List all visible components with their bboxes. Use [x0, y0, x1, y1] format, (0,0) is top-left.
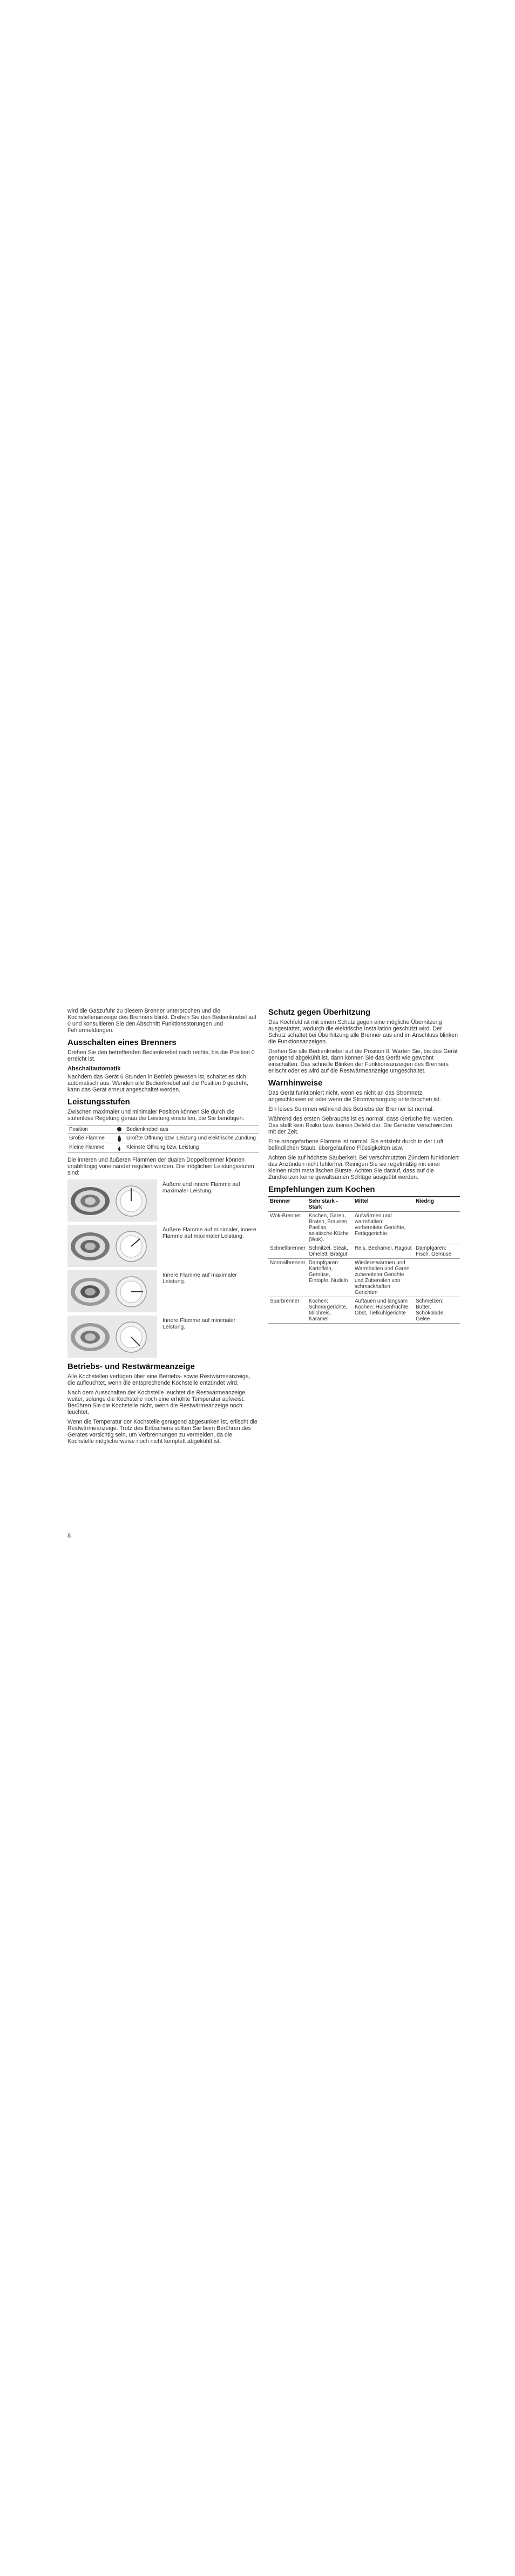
burner-image [67, 1225, 157, 1267]
flame-level-text: Äußere Flamme auf minimaler, innere Flamme auf maximaler Leistung. [162, 1227, 256, 1239]
off-heading: Ausschalten eines Brenners [67, 1038, 177, 1047]
flame-level-2 [67, 1225, 259, 1267]
auto-off-paragraph: Nachdem das Gerät 6 Stunden in Betrieb gewesen ist, schaltet es sich automatisch aus. Wenden alle Bedienknebel auf die Position 0 gedreht, kann das Gerät erneut angeschaltet werden. [67, 1074, 248, 1093]
warning-paragraph-4: Eine orangefarbene Flamme ist normal. Sie entsteht durch in der Luft befindlichen Staub, übergelaufene Flüssigkeiten usw. [268, 1138, 444, 1151]
position-label: Position [69, 1127, 88, 1132]
table-cell: Schnellbrenner [268, 1244, 307, 1259]
large-flame-icon [118, 1135, 121, 1142]
flame-level-text: Innere Flamme auf maximaler Leistung. [162, 1272, 238, 1285]
column-header: Sehr stark - Stark [307, 1197, 353, 1212]
table-cell: Kochen: Schmorgerichte, Milchreis, Karamell [307, 1297, 353, 1324]
table-row [268, 1244, 460, 1259]
indicator-paragraph-2: Nach dem Ausschalten der Kochstelle leuchtet die Restwärmeanzeige weiter, solange die Kochstelle noch eine erhöhte Temperatur aufweist. Berühren Sie die Kochstelle nicht, wenn die Restwärmeanzeige noch leuchtet. [67, 1390, 246, 1415]
right-column [268, 1008, 460, 1328]
cooking-recommendations-heading: Empfehlungen zum Kochen [268, 1185, 375, 1194]
overheat-heading: Schutz gegen Überhitzung [268, 1008, 371, 1017]
position-table [67, 1125, 259, 1152]
overheat-paragraph-2: Drehen Sie alle Bedienknebel auf die Position 0. Warten Sie, bis das Gerät genügend abgekühlt ist, dann können Sie das Gerät wie gewohnt einschalten. Das schnelle Blinken der Funktionsanzeigen des Brenners erlischt oder es wird auf die Restwärmeanzeige umgeschaltet. [268, 1048, 458, 1074]
column-header: Niedrig [414, 1197, 460, 1212]
table-header-row [268, 1197, 460, 1212]
column-header: Brenner [268, 1197, 307, 1212]
table-row [67, 1125, 259, 1134]
flame-level-1 [67, 1179, 259, 1222]
warning-paragraph-2: Ein leises Summen während des Betriebs der Brenner ist normal. [268, 1106, 434, 1112]
table-row [67, 1134, 259, 1143]
levels-heading: Leistungsstufen [67, 1097, 130, 1107]
page-number: 8 [67, 1533, 71, 1539]
burner-image [67, 1179, 157, 1222]
table-cell: Auftauen und langsam Kochen: Hülsenfrüchte, Obst, Tiefkühlgerichte [353, 1297, 414, 1324]
auto-off-heading: Abschaltautomatik [67, 1066, 121, 1072]
table-row [268, 1259, 460, 1297]
cooking-recommendations-table [268, 1196, 460, 1324]
indicator-paragraph-1: Alle Kochstellen verfügen über eine Betriebs- sowie Restwärmeanzeige, die aufleuchtet, wenn die entsprechende Kochstelle entzündet wird. [67, 1373, 250, 1386]
warning-paragraph-5: Achten Sie auf höchste Sauberkeit. Bei verschmutzten Zündern funktioniert das Anzünden nicht fehlerfrei. Reinigen Sie sie regelmäßig mit einer kleinen nicht metallischen Bürste. Achten Sie darauf, dass auf die Zündkerzen keine gewaltsamen Schläge ausgeübt werden. [268, 1155, 459, 1181]
overheat-paragraph-1: Das Kochfeld ist mit einem Schutz gegen eine mögliche Überhitzung ausgestattet, wodurch die elektrische Installation geschützt wird. Der Schutz schaltet bei Überhitzung alle Brenner aus und im Anschluss blinken die Funktionsanzeigen. [268, 1019, 458, 1045]
table-cell: Aufwärmen und warmhalten: vorbereitete Gerichte, Fertiggerichte. [353, 1212, 414, 1244]
table-cell: Dampfgaren: Kartoffeln, Gemüse, Eintopfe, Nudeln [307, 1259, 353, 1297]
table-row [67, 1143, 259, 1152]
flame-level-3 [67, 1270, 259, 1312]
warnings-heading: Warnhinweise [268, 1078, 323, 1088]
intro-paragraph: wird die Gaszufuhr zu diesem Brenner unterbrochen und die Kochstellenanzeige des Brenners blinkt. Drehen Sie den Bedienknebel auf 0 und konsultieren Sie den Abschnitt Funktionsstörungen und Fehlermeldungen. [67, 1008, 256, 1034]
flame-level-4 [67, 1316, 259, 1358]
flame-level-text: Äußere und innere Flamme auf maximaler Leistung. [162, 1182, 240, 1194]
table-cell: Wok-Brenner [268, 1212, 307, 1244]
table-row [268, 1297, 460, 1324]
indicator-heading: Betriebs- und Restwärmeanzeige [67, 1362, 195, 1371]
table-row [268, 1212, 460, 1244]
position-label: Kleine Flamme [69, 1144, 105, 1150]
small-flame-icon [118, 1144, 121, 1151]
position-label: Große Flamme [69, 1135, 105, 1141]
warning-paragraph-1: Das Gerät funktioniert nicht, wenn es nicht an das Stromnetz angeschlossen ist oder wenn die Stromversorgung unterbrochen ist. [268, 1090, 441, 1103]
burner-image [67, 1270, 157, 1312]
flame-level-text: Innere Flamme auf minimaler Leistung. [162, 1318, 236, 1330]
left-column [67, 1008, 259, 1448]
dot-icon [117, 1127, 121, 1131]
indicator-paragraph-3: Wenn die Temperatur der Kochstelle genügend abgesunken ist, erlischt die Restwärmeanzeige. Trotz des Erlöschens sollten Sie beim Berühren des Gerätes vorsichtig sein, um Verbrennungen zu vermeiden, da die Kochstelle möglicherweise noch nicht komplett abgekühlt ist. [67, 1419, 258, 1445]
position-desc: Kleinste Öffnung bzw. Leistung [126, 1144, 199, 1150]
position-desc: Größte Öffnung bzw. Leistung und elektrische Zündung [126, 1135, 256, 1141]
column-header: Mittel [353, 1197, 414, 1212]
position-desc: Bedienknebel aus [126, 1127, 168, 1132]
burner-image [67, 1316, 157, 1358]
table-cell: Sparbrenner [268, 1297, 307, 1324]
table-cell: Schmelzen: Butter, Schokolade, Gelee [414, 1297, 460, 1324]
table-cell: Reis, Bechamel, Ragout [353, 1244, 414, 1259]
double-burner-paragraph: Die inneren und äußeren Flammen der dualen Doppelbrenner können unabhängig voneinander reguliert werden. Die möglichen Leistungsstufen sind: [67, 1157, 254, 1176]
table-cell: Schnitzel, Steak, Omelett, Bratgut [307, 1244, 353, 1259]
table-cell: Normalbrenner [268, 1259, 307, 1297]
warning-paragraph-3: Während des ersten Gebrauchs ist es normal, dass Gerüche frei werden. Das stellt kein Risiko bzw. keinen Defekt dar. Die Gerüche verschwinden mit der Zeit. [268, 1116, 454, 1135]
off-paragraph: Drehen Sie den betreffenden Bedienknebel nach rechts, bis die Position 0 erreicht ist. [67, 1049, 255, 1062]
table-cell [414, 1259, 460, 1297]
table-cell: Kochen, Garen, Braten, Braunen, Paellas, asiatische Küche (Wok). [307, 1212, 353, 1244]
table-cell: Dampfgaren: Fisch, Gemüse [414, 1244, 460, 1259]
table-cell: Wiedererwärmen und Warmhalten und Garen zubereiteter Gerichte und Zubereiten von schmackhaften Gerichten [353, 1259, 414, 1297]
table-cell [414, 1212, 460, 1244]
levels-paragraph: Zwischen maximaler und minimaler Position können Sie durch die stufenlose Regelung genau die Leistung einstellen, die Sie benötigen. [67, 1109, 245, 1122]
